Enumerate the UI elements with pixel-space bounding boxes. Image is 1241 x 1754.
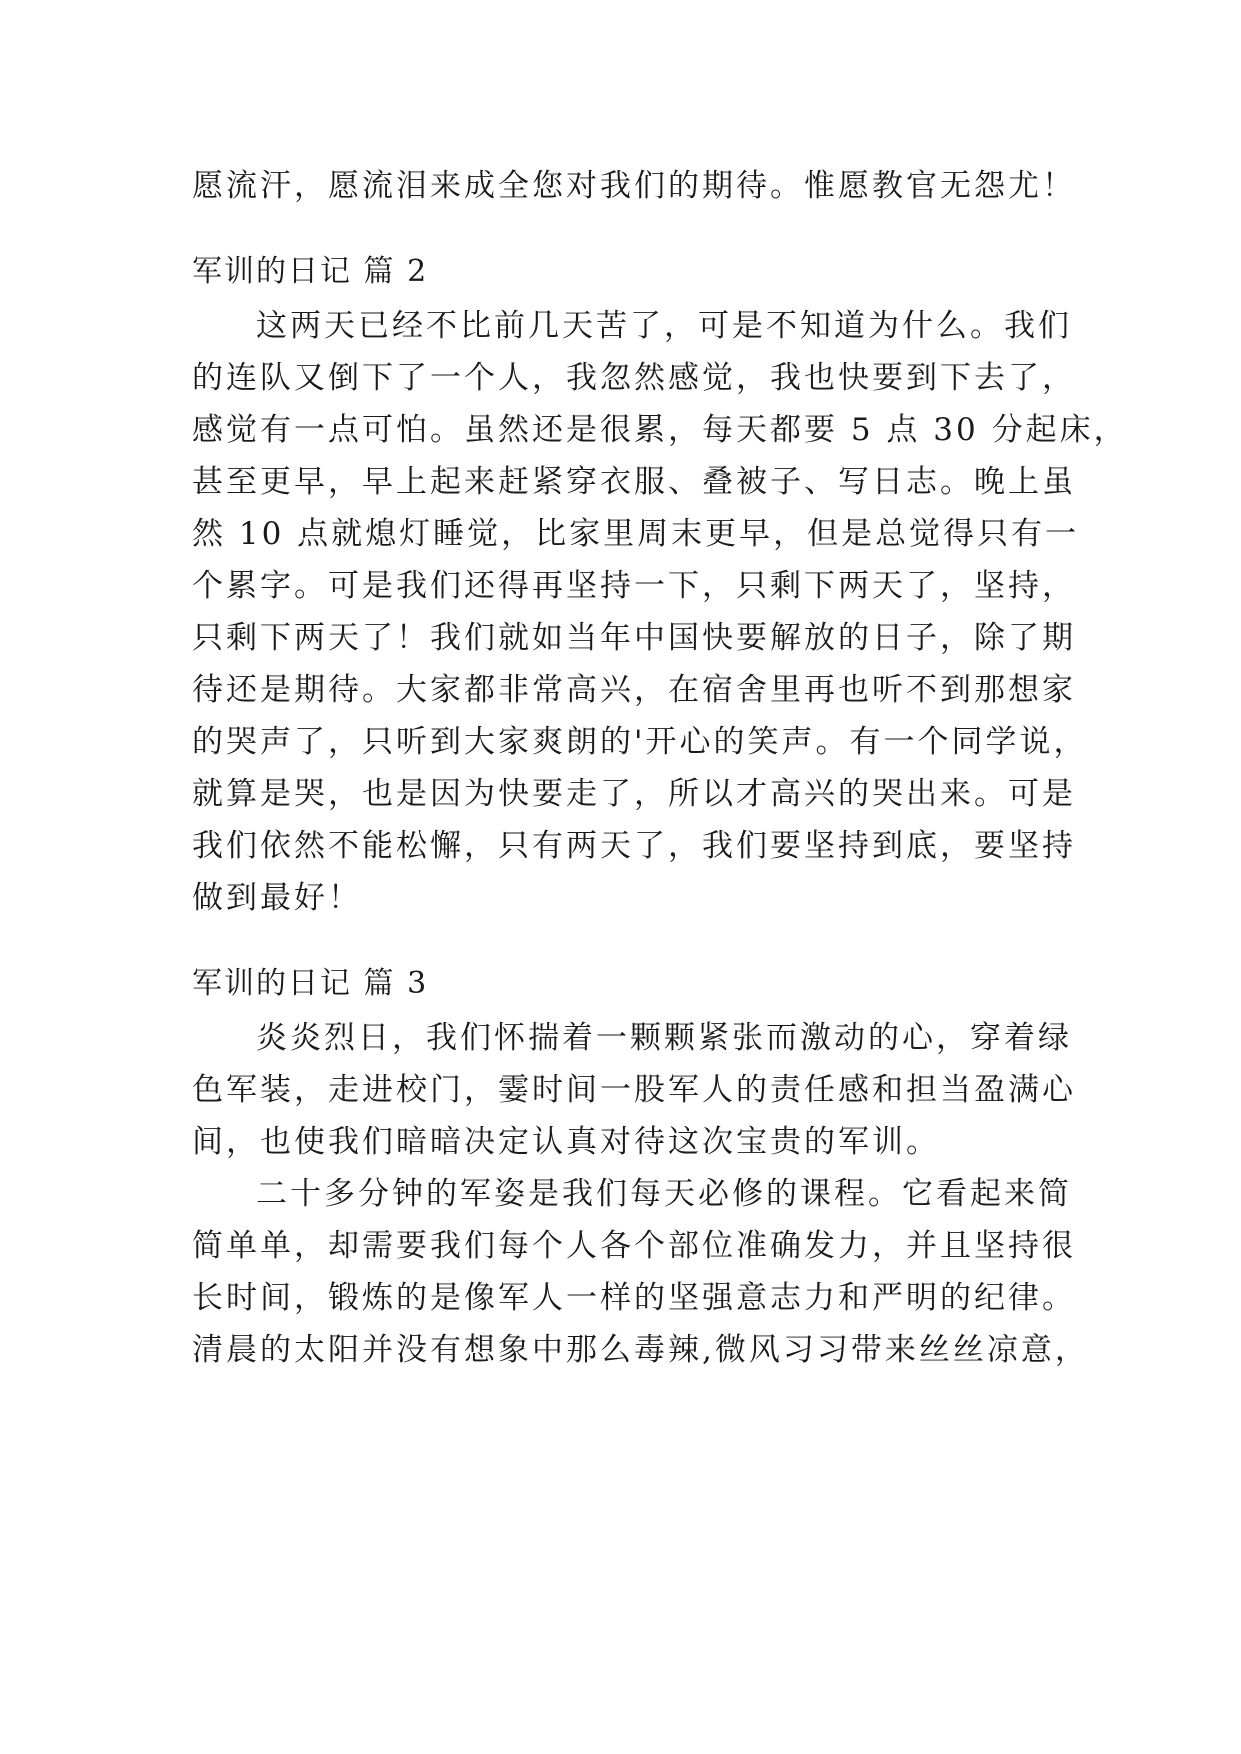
paragraph-line: 愿流汗，愿流泪来成全您对我们的期待。惟愿教官无怨尤！ xyxy=(192,168,1076,204)
section-heading-2: 军训的日记 篇 2 xyxy=(192,254,429,289)
paragraph-line: 色军装，走进校门，霎时间一股军人的责任感和担当盈满心 xyxy=(192,1072,1076,1108)
paragraph-line: 感觉有一点可怕。虽然还是很累，每天都要 5 点 30 分起床， xyxy=(192,412,1128,448)
paragraph-line: 的连队又倒下了一个人，我忽然感觉，我也快要到下去了， xyxy=(192,360,1076,396)
paragraph-line: 简单单，却需要我们每个人各个部位准确发力，并且坚持很 xyxy=(192,1228,1076,1264)
paragraph-line: 只剩下两天了！我们就如当年中国快要解放的日子，除了期 xyxy=(192,620,1076,656)
paragraph-line: 炎炎烈日，我们怀揣着一颗颗紧张而激动的心，穿着绿 xyxy=(256,1020,1072,1056)
paragraph-line: 个累字。可是我们还得再坚持一下，只剩下两天了，坚持， xyxy=(192,568,1076,604)
paragraph-line: 长时间，锻炼的是像军人一样的坚强意志力和严明的纪律。 xyxy=(192,1280,1076,1316)
paragraph-line: 待还是期待。大家都非常高兴，在宿舍里再也听不到那想家 xyxy=(192,672,1076,708)
paragraph-line: 这两天已经不比前几天苦了，可是不知道为什么。我们 xyxy=(256,308,1072,344)
paragraph-line: 的哭声了，只听到大家爽朗的'开心的笑声。有一个同学说， xyxy=(192,724,1088,760)
paragraph-line: 就算是哭，也是因为快要走了，所以才高兴的哭出来。可是 xyxy=(192,776,1076,812)
paragraph-line: 间，也使我们暗暗决定认真对待这次宝贵的军训。 xyxy=(192,1124,940,1160)
paragraph-line: 清晨的太阳并没有想象中那么毒辣,微风习习带来丝丝凉意， xyxy=(192,1332,1089,1368)
paragraph-line: 二十多分钟的军姿是我们每天必修的课程。它看起来简 xyxy=(256,1176,1072,1212)
section-heading-3: 军训的日记 篇 3 xyxy=(192,966,429,1001)
paragraph-line: 然 10 点就熄灯睡觉，比家里周末更早，但是总觉得只有一 xyxy=(192,516,1080,552)
paragraph-line: 做到最好！ xyxy=(192,880,362,916)
paragraph-line: 甚至更早，早上起来赶紧穿衣服、叠被子、写日志。晚上虽 xyxy=(192,464,1076,500)
paragraph-line: 我们依然不能松懈，只有两天了，我们要坚持到底，要坚持 xyxy=(192,828,1076,864)
